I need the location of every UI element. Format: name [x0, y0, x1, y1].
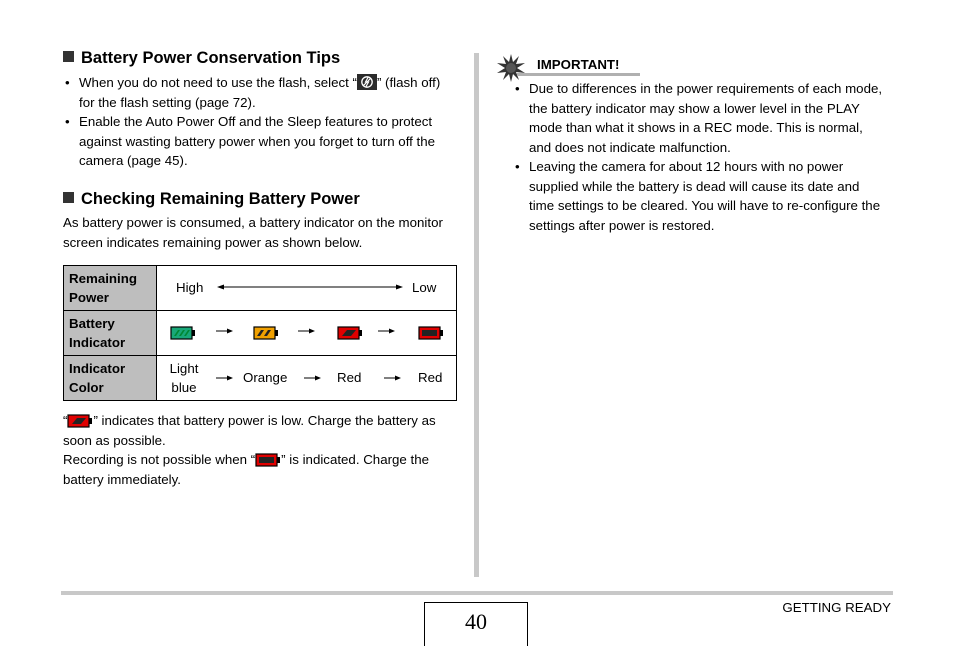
battery-full-icon [170, 326, 196, 345]
header-indicator-color: Indicator Color [64, 356, 157, 401]
arrow-icon [297, 324, 315, 343]
list-item: • Enable the Auto Power Off and the Sleep features to protect against wasting battery power when you forget to turn off the camera (page 45). [63, 112, 459, 171]
arrow-icon [377, 324, 395, 343]
page-number: 40 [424, 602, 528, 646]
square-bullet-icon [63, 51, 74, 62]
important-list [513, 79, 888, 235]
important-underline [517, 73, 640, 76]
footer-section-label: GETTING READY [782, 600, 891, 615]
battery-red-empty-icon [418, 326, 444, 345]
header-remaining-power: Remaining Power [64, 266, 157, 311]
color-light-blue: Light blue [169, 361, 199, 395]
battery-orange-icon [253, 326, 279, 345]
arrow-icon [215, 371, 233, 390]
list-item: • When you do not need to use the flash, select “ ” (flash off) for the flash setting (page 72). [63, 73, 459, 112]
intro-paragraph: As battery power is consumed, a battery indicator on the monitor screen indicates remaining power as shown below. [63, 215, 443, 250]
low-label: Low [412, 280, 437, 295]
list-item: • Due to differences in the power requirements of each mode, the battery indicator may show a lower level in the PLAY mode than what it shows in a REC mode. This is normal, and does not indicate malfunction. [513, 79, 888, 157]
footer-divider [61, 591, 893, 595]
battery-red-empty-icon [255, 453, 281, 467]
arrow-icon [215, 324, 233, 343]
battery-table [63, 265, 457, 401]
high-label: High [176, 280, 204, 295]
color-orange: Orange [243, 370, 288, 385]
important-label: IMPORTANT! [537, 57, 620, 72]
flash-off-icon [357, 74, 377, 90]
column-divider [474, 53, 479, 577]
list-item: • Leaving the camera for about 12 hours with no power supplied while the battery is dead will cause its date and time settings to be cleared. You will have to re-configure the settings after power is restored. [513, 157, 888, 235]
arrow-icon [383, 371, 401, 390]
battery-note: “ ” indicates that battery power is low. Charge the battery as soon as possible. Recording is not possible when “ ” is indicated. Charge the battery immediately. [63, 413, 436, 487]
arrow-icon [303, 371, 321, 390]
section-title-conservation: Battery Power Conservation Tips [63, 49, 340, 68]
square-bullet-icon [63, 192, 74, 203]
section-title-checking: Checking Remaining Battery Power [63, 190, 360, 209]
header-battery-indicator: Battery Indicator [64, 311, 157, 356]
conservation-tips-list [63, 73, 459, 171]
color-red: Red [418, 370, 443, 385]
color-red: Red [337, 370, 362, 385]
battery-red-low-icon [67, 414, 93, 428]
battery-red-low-icon [337, 326, 363, 345]
range-arrow-icon [217, 280, 403, 299]
